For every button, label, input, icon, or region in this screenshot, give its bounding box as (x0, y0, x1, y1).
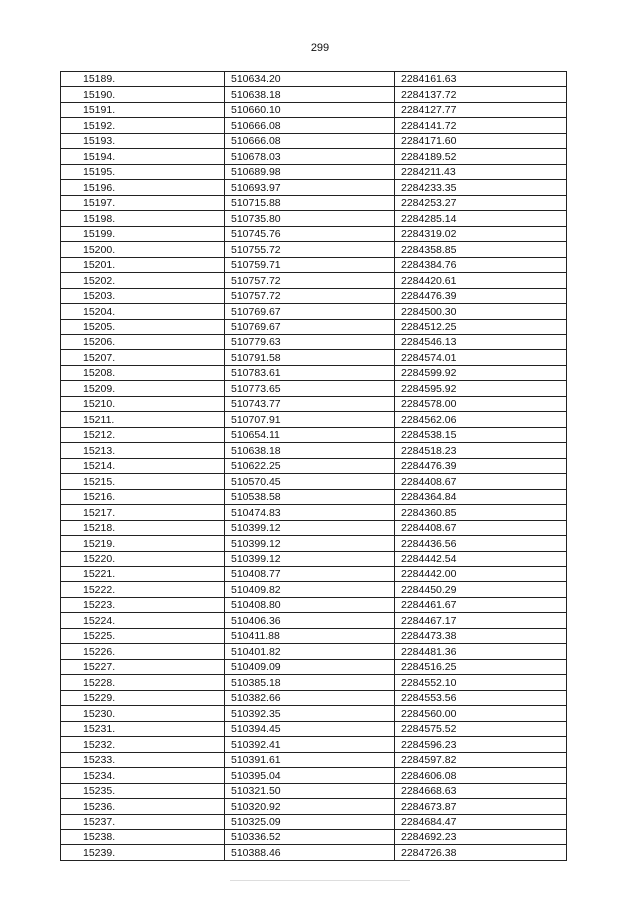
table-row (61, 319, 567, 334)
table-row (61, 412, 567, 427)
point-number-cell: 15206. (61, 334, 225, 349)
easting-cell: 510392.41 (225, 737, 395, 752)
point-number-cell: 15222. (61, 582, 225, 597)
point-number-cell: 15221. (61, 567, 225, 582)
easting-cell: 510408.80 (225, 597, 395, 612)
easting-cell: 510320.92 (225, 799, 395, 814)
northing-cell: 2284684.47 (395, 814, 567, 829)
table-row (61, 520, 567, 535)
easting-cell: 510755.72 (225, 242, 395, 257)
point-number-cell: 15227. (61, 659, 225, 674)
point-number-cell: 15210. (61, 396, 225, 411)
table-row (61, 675, 567, 690)
table-row (61, 396, 567, 411)
northing-cell: 2284360.85 (395, 505, 567, 520)
point-number-cell: 15199. (61, 226, 225, 241)
point-number-cell: 15196. (61, 180, 225, 195)
easting-cell: 510707.91 (225, 412, 395, 427)
easting-cell: 510678.03 (225, 149, 395, 164)
table-row (61, 628, 567, 643)
table-row (61, 427, 567, 442)
point-number-cell: 15193. (61, 133, 225, 148)
northing-cell: 2284546.13 (395, 334, 567, 349)
table-row (61, 381, 567, 396)
northing-cell: 2284420.61 (395, 273, 567, 288)
point-number-cell: 15228. (61, 675, 225, 690)
point-number-cell: 15225. (61, 628, 225, 643)
northing-cell: 2284596.23 (395, 737, 567, 752)
easting-cell: 510779.63 (225, 334, 395, 349)
table-row (61, 582, 567, 597)
easting-cell: 510735.80 (225, 211, 395, 226)
easting-cell: 510783.61 (225, 365, 395, 380)
point-number-cell: 15190. (61, 87, 225, 102)
easting-cell: 510745.76 (225, 226, 395, 241)
northing-cell: 2284189.52 (395, 149, 567, 164)
easting-cell: 510395.04 (225, 768, 395, 783)
easting-cell: 510638.18 (225, 87, 395, 102)
northing-cell: 2284512.25 (395, 319, 567, 334)
point-number-cell: 15236. (61, 799, 225, 814)
northing-cell: 2284500.30 (395, 304, 567, 319)
point-number-cell: 15191. (61, 102, 225, 117)
easting-cell: 510693.97 (225, 180, 395, 195)
point-number-cell: 15205. (61, 319, 225, 334)
point-number-cell: 15198. (61, 211, 225, 226)
table-row (61, 752, 567, 767)
easting-cell: 510391.61 (225, 752, 395, 767)
table-row (61, 149, 567, 164)
northing-cell: 2284597.82 (395, 752, 567, 767)
easting-cell: 510336.52 (225, 829, 395, 844)
table-row (61, 551, 567, 566)
point-number-cell: 15192. (61, 118, 225, 133)
northing-cell: 2284253.27 (395, 195, 567, 210)
northing-cell: 2284553.56 (395, 690, 567, 705)
point-number-cell: 15218. (61, 520, 225, 535)
northing-cell: 2284436.56 (395, 536, 567, 551)
easting-cell: 510759.71 (225, 257, 395, 272)
table-row (61, 304, 567, 319)
point-number-cell: 15223. (61, 597, 225, 612)
easting-cell: 510769.67 (225, 304, 395, 319)
point-number-cell: 15229. (61, 690, 225, 705)
northing-cell: 2284384.76 (395, 257, 567, 272)
easting-cell: 510325.09 (225, 814, 395, 829)
easting-cell: 510570.45 (225, 474, 395, 489)
easting-cell: 510638.18 (225, 443, 395, 458)
northing-cell: 2284450.29 (395, 582, 567, 597)
northing-cell: 2284461.67 (395, 597, 567, 612)
easting-cell: 510394.45 (225, 721, 395, 736)
table-row (61, 737, 567, 752)
easting-cell: 510743.77 (225, 396, 395, 411)
northing-cell: 2284668.63 (395, 783, 567, 798)
point-number-cell: 15224. (61, 613, 225, 628)
easting-cell: 510474.83 (225, 505, 395, 520)
easting-cell: 510769.67 (225, 319, 395, 334)
table-row (61, 164, 567, 179)
point-number-cell: 15219. (61, 536, 225, 551)
point-number-cell: 15234. (61, 768, 225, 783)
point-number-cell: 15208. (61, 365, 225, 380)
table-row (61, 195, 567, 210)
easting-cell: 510660.10 (225, 102, 395, 117)
table-row (61, 334, 567, 349)
easting-cell: 510399.12 (225, 520, 395, 535)
point-number-cell: 15202. (61, 273, 225, 288)
page-number: 299 (310, 42, 330, 54)
northing-cell: 2284408.67 (395, 520, 567, 535)
easting-cell: 510385.18 (225, 675, 395, 690)
easting-cell: 510382.66 (225, 690, 395, 705)
easting-cell: 510757.72 (225, 273, 395, 288)
easting-cell: 510666.08 (225, 133, 395, 148)
table-row (61, 706, 567, 721)
table-row (61, 365, 567, 380)
easting-cell: 510408.77 (225, 567, 395, 582)
point-number-cell: 15217. (61, 505, 225, 520)
northing-cell: 2284552.10 (395, 675, 567, 690)
northing-cell: 2284692.23 (395, 829, 567, 844)
northing-cell: 2284562.06 (395, 412, 567, 427)
table-row (61, 721, 567, 736)
point-number-cell: 15220. (61, 551, 225, 566)
northing-cell: 2284285.14 (395, 211, 567, 226)
point-number-cell: 15189. (61, 72, 225, 87)
northing-cell: 2284673.87 (395, 799, 567, 814)
northing-cell: 2284137.72 (395, 87, 567, 102)
northing-cell: 2284161.63 (395, 72, 567, 87)
easting-cell: 510622.25 (225, 458, 395, 473)
northing-cell: 2284726.38 (395, 845, 567, 860)
easting-cell: 510399.12 (225, 551, 395, 566)
coordinates-table (60, 71, 567, 861)
northing-cell: 2284538.15 (395, 427, 567, 442)
northing-cell: 2284358.85 (395, 242, 567, 257)
table-row (61, 768, 567, 783)
point-number-cell: 15214. (61, 458, 225, 473)
northing-cell: 2284606.08 (395, 768, 567, 783)
northing-cell: 2284599.92 (395, 365, 567, 380)
point-number-cell: 15216. (61, 489, 225, 504)
table-row (61, 257, 567, 272)
northing-cell: 2284481.36 (395, 644, 567, 659)
point-number-cell: 15207. (61, 350, 225, 365)
table-row (61, 845, 567, 860)
table-row (61, 829, 567, 844)
point-number-cell: 15226. (61, 644, 225, 659)
table-row (61, 133, 567, 148)
northing-cell: 2284595.92 (395, 381, 567, 396)
easting-cell: 510689.98 (225, 164, 395, 179)
table-row (61, 597, 567, 612)
point-number-cell: 15200. (61, 242, 225, 257)
table-row (61, 242, 567, 257)
point-number-cell: 15194. (61, 149, 225, 164)
point-number-cell: 15239. (61, 845, 225, 860)
easting-cell: 510654.11 (225, 427, 395, 442)
easting-cell: 510399.12 (225, 536, 395, 551)
table-row (61, 118, 567, 133)
table-row (61, 87, 567, 102)
coordinates-table-body (61, 72, 567, 861)
table-row (61, 72, 567, 87)
table-row (61, 814, 567, 829)
northing-cell: 2284560.00 (395, 706, 567, 721)
easting-cell: 510409.82 (225, 582, 395, 597)
table-row (61, 613, 567, 628)
table-row (61, 102, 567, 117)
point-number-cell: 15233. (61, 752, 225, 767)
table-row (61, 644, 567, 659)
northing-cell: 2284476.39 (395, 288, 567, 303)
northing-cell: 2284575.52 (395, 721, 567, 736)
point-number-cell: 15213. (61, 443, 225, 458)
point-number-cell: 15235. (61, 783, 225, 798)
point-number-cell: 15209. (61, 381, 225, 396)
table-row (61, 690, 567, 705)
point-number-cell: 15204. (61, 304, 225, 319)
table-row (61, 505, 567, 520)
table-row (61, 489, 567, 504)
point-number-cell: 15230. (61, 706, 225, 721)
table-row (61, 783, 567, 798)
easting-cell: 510406.36 (225, 613, 395, 628)
point-number-cell: 15195. (61, 164, 225, 179)
point-number-cell: 15203. (61, 288, 225, 303)
table-row (61, 350, 567, 365)
northing-cell: 2284141.72 (395, 118, 567, 133)
easting-cell: 510401.82 (225, 644, 395, 659)
point-number-cell: 15212. (61, 427, 225, 442)
easting-cell: 510392.35 (225, 706, 395, 721)
table-row (61, 226, 567, 241)
northing-cell: 2284467.17 (395, 613, 567, 628)
northing-cell: 2284171.60 (395, 133, 567, 148)
northing-cell: 2284578.00 (395, 396, 567, 411)
point-number-cell: 15197. (61, 195, 225, 210)
northing-cell: 2284211.43 (395, 164, 567, 179)
easting-cell: 510538.58 (225, 489, 395, 504)
northing-cell: 2284442.54 (395, 551, 567, 566)
table-row (61, 659, 567, 674)
northing-cell: 2284127.77 (395, 102, 567, 117)
point-number-cell: 15231. (61, 721, 225, 736)
footer-divider (230, 880, 410, 881)
easting-cell: 510634.20 (225, 72, 395, 87)
table-row (61, 474, 567, 489)
northing-cell: 2284518.23 (395, 443, 567, 458)
point-number-cell: 15201. (61, 257, 225, 272)
table-row (61, 799, 567, 814)
table-row (61, 211, 567, 226)
easting-cell: 510321.50 (225, 783, 395, 798)
northing-cell: 2284319.02 (395, 226, 567, 241)
northing-cell: 2284516.25 (395, 659, 567, 674)
easting-cell: 510666.08 (225, 118, 395, 133)
table-row (61, 180, 567, 195)
northing-cell: 2284364.84 (395, 489, 567, 504)
table-row (61, 288, 567, 303)
northing-cell: 2284473.38 (395, 628, 567, 643)
table-row (61, 273, 567, 288)
easting-cell: 510715.88 (225, 195, 395, 210)
northing-cell: 2284408.67 (395, 474, 567, 489)
northing-cell: 2284476.39 (395, 458, 567, 473)
point-number-cell: 15232. (61, 737, 225, 752)
easting-cell: 510791.58 (225, 350, 395, 365)
table-row (61, 536, 567, 551)
point-number-cell: 15238. (61, 829, 225, 844)
northing-cell: 2284574.01 (395, 350, 567, 365)
point-number-cell: 15215. (61, 474, 225, 489)
point-number-cell: 15211. (61, 412, 225, 427)
easting-cell: 510409.09 (225, 659, 395, 674)
table-row (61, 458, 567, 473)
northing-cell: 2284233.35 (395, 180, 567, 195)
northing-cell: 2284442.00 (395, 567, 567, 582)
easting-cell: 510411.88 (225, 628, 395, 643)
point-number-cell: 15237. (61, 814, 225, 829)
table-row (61, 443, 567, 458)
easting-cell: 510388.46 (225, 845, 395, 860)
table-row (61, 567, 567, 582)
easting-cell: 510757.72 (225, 288, 395, 303)
easting-cell: 510773.65 (225, 381, 395, 396)
